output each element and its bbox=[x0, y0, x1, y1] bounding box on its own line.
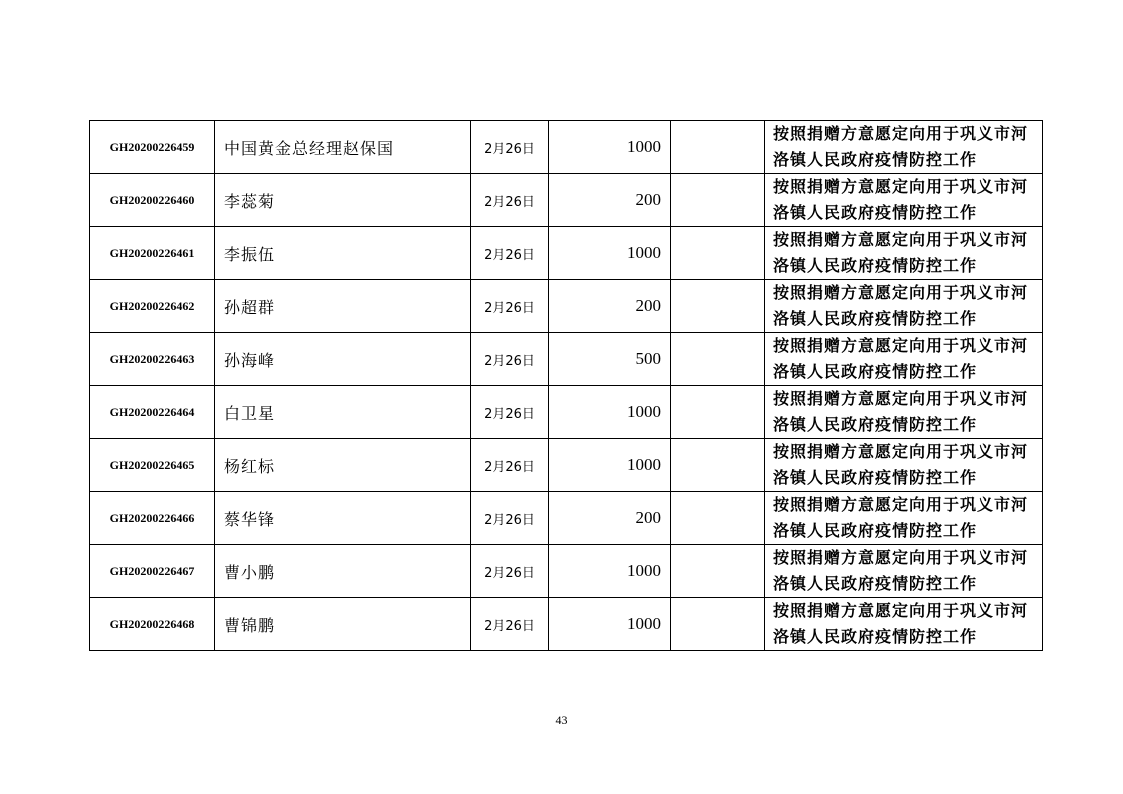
donation-purpose-cell: 按照捐赠方意愿定向用于巩义市河洛镇人民政府疫情防控工作 bbox=[765, 386, 1043, 439]
donation-date-cell: 2月26日 bbox=[471, 386, 549, 439]
donation-date-cell: 2月26日 bbox=[471, 439, 549, 492]
donation-amount-cell: 1000 bbox=[549, 386, 671, 439]
table-row bbox=[90, 280, 1043, 333]
table-row bbox=[90, 439, 1043, 492]
donation-id-cell: GH20200226466 bbox=[90, 492, 215, 545]
donation-amount-cell: 200 bbox=[549, 492, 671, 545]
donation-purpose-cell: 按照捐赠方意愿定向用于巩义市河洛镇人民政府疫情防控工作 bbox=[765, 121, 1043, 174]
empty-cell bbox=[671, 492, 765, 545]
donation-table bbox=[89, 120, 1043, 651]
donor-name-cell: 白卫星 bbox=[215, 386, 471, 439]
donor-name-cell: 曹小鹏 bbox=[215, 545, 471, 598]
table-body bbox=[90, 121, 1043, 651]
donation-amount-cell: 1000 bbox=[549, 227, 671, 280]
donation-date-cell: 2月26日 bbox=[471, 333, 549, 386]
donor-name-cell: 杨红标 bbox=[215, 439, 471, 492]
donation-amount-cell: 200 bbox=[549, 174, 671, 227]
empty-cell bbox=[671, 174, 765, 227]
donation-date-cell: 2月26日 bbox=[471, 598, 549, 651]
donation-purpose-cell: 按照捐赠方意愿定向用于巩义市河洛镇人民政府疫情防控工作 bbox=[765, 439, 1043, 492]
donation-purpose-cell: 按照捐赠方意愿定向用于巩义市河洛镇人民政府疫情防控工作 bbox=[765, 333, 1043, 386]
empty-cell bbox=[671, 545, 765, 598]
table-row bbox=[90, 598, 1043, 651]
table-row bbox=[90, 121, 1043, 174]
donation-date-cell: 2月26日 bbox=[471, 545, 549, 598]
table-row bbox=[90, 333, 1043, 386]
donation-amount-cell: 1000 bbox=[549, 545, 671, 598]
empty-cell bbox=[671, 121, 765, 174]
donation-id-cell: GH20200226467 bbox=[90, 545, 215, 598]
donation-date-cell: 2月26日 bbox=[471, 227, 549, 280]
empty-cell bbox=[671, 439, 765, 492]
donation-id-cell: GH20200226461 bbox=[90, 227, 215, 280]
donation-date-cell: 2月26日 bbox=[471, 280, 549, 333]
donor-name-cell: 中国黄金总经理赵保国 bbox=[215, 121, 471, 174]
donation-purpose-cell: 按照捐赠方意愿定向用于巩义市河洛镇人民政府疫情防控工作 bbox=[765, 545, 1043, 598]
donation-amount-cell: 1000 bbox=[549, 439, 671, 492]
donor-name-cell: 曹锦鹏 bbox=[215, 598, 471, 651]
empty-cell bbox=[671, 280, 765, 333]
donation-id-cell: GH20200226460 bbox=[90, 174, 215, 227]
donation-purpose-cell: 按照捐赠方意愿定向用于巩义市河洛镇人民政府疫情防控工作 bbox=[765, 280, 1043, 333]
donation-id-cell: GH20200226464 bbox=[90, 386, 215, 439]
donor-name-cell: 孙超群 bbox=[215, 280, 471, 333]
donation-date-cell: 2月26日 bbox=[471, 492, 549, 545]
donation-amount-cell: 1000 bbox=[549, 121, 671, 174]
table-row bbox=[90, 174, 1043, 227]
donor-name-cell: 李蕊菊 bbox=[215, 174, 471, 227]
donor-name-cell: 蔡华锋 bbox=[215, 492, 471, 545]
donation-id-cell: GH20200226468 bbox=[90, 598, 215, 651]
donation-id-cell: GH20200226463 bbox=[90, 333, 215, 386]
page-number: 43 bbox=[555, 713, 568, 727]
empty-cell bbox=[671, 333, 765, 386]
donor-name-cell: 李振伍 bbox=[215, 227, 471, 280]
donation-purpose-cell: 按照捐赠方意愿定向用于巩义市河洛镇人民政府疫情防控工作 bbox=[765, 492, 1043, 545]
donation-amount-cell: 1000 bbox=[549, 598, 671, 651]
donation-id-cell: GH20200226462 bbox=[90, 280, 215, 333]
table-row bbox=[90, 545, 1043, 598]
donor-name-cell: 孙海峰 bbox=[215, 333, 471, 386]
empty-cell bbox=[671, 386, 765, 439]
empty-cell bbox=[671, 227, 765, 280]
donation-purpose-cell: 按照捐赠方意愿定向用于巩义市河洛镇人民政府疫情防控工作 bbox=[765, 598, 1043, 651]
donation-date-cell: 2月26日 bbox=[471, 121, 549, 174]
donation-purpose-cell: 按照捐赠方意愿定向用于巩义市河洛镇人民政府疫情防控工作 bbox=[765, 174, 1043, 227]
donation-id-cell: GH20200226465 bbox=[90, 439, 215, 492]
table-row bbox=[90, 386, 1043, 439]
donation-date-cell: 2月26日 bbox=[471, 174, 549, 227]
donation-id-cell: GH20200226459 bbox=[90, 121, 215, 174]
donation-purpose-cell: 按照捐赠方意愿定向用于巩义市河洛镇人民政府疫情防控工作 bbox=[765, 227, 1043, 280]
donation-amount-cell: 200 bbox=[549, 280, 671, 333]
empty-cell bbox=[671, 598, 765, 651]
donation-amount-cell: 500 bbox=[549, 333, 671, 386]
table-row bbox=[90, 227, 1043, 280]
table-row bbox=[90, 492, 1043, 545]
